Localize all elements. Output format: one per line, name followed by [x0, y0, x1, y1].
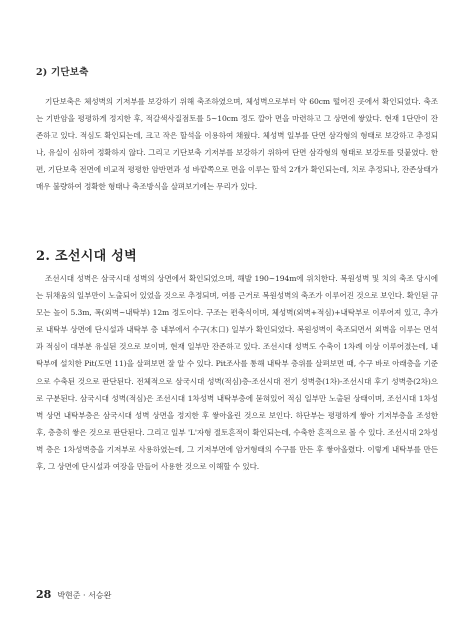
footer-authors: 박현준 · 서승완: [57, 591, 112, 600]
page-footer: [36, 588, 111, 601]
page-number: 28: [36, 588, 52, 601]
section-heading: 2. 조선시대 성벽: [36, 249, 137, 264]
subsection-paragraph: 기단보축은 체성벽의 기저부를 보강하기 위해 축조하였으며, 체성벽으로부터 약 60cm 떨어진 곳에서 확인되었다. 축조는 기반암을 평평하게 정지한 후, 적갈색사질점토를 5~10cm 정도 깔아 면을 마련하고 그 상면에 쌓았다. 현재 1단만이 잔존하고 있다. 적심도 확인되는데, 크고 작은 할석을 이용하여 채웠다. 체성벽 일부를 단면 삼각형의 형태로 보강하고 추정되나, 유실이 심하여 정확하지 않다. 그리고 기단보축 기저부를 보강하기 위하여 단면 삼각형의 형태로 보강토를 덧붙였다. 한편, 기단보축 전면에 비교적 평평한 암반면과 성 바깥쪽으로 면을 이루는 할석 2개가 확인되는데, 치로 추정되나, 잔존상태가 매우 불량하여 정확한 형태나 축조방식을 살펴보기에는 무리가 있다.: [36, 97, 438, 192]
subsection-heading: 2) 기단보축: [36, 67, 89, 78]
section-paragraph: 조선시대 성벽은 삼국시대 성벽의 상면에서 확인되었으며, 해발 190~194m에 위치한다. 복원성벽 및 치의 축조 당시에는 뒤채움의 일부만이 노출되어 있었을 것으로 추정되며, 여름 근거로 복원성벽의 축조가 이루어진 것으로 보인다. 확인된 규모는 높이 5.3m, 폭(외벽~내탁부) 12m 정도이다. 구조는 편축식이며, 체성벽(외벽+적심)+내탁부로 이루어져 있고, 추가로 내탁부 상면에 단시설과 내탁부 층 내부에서 수구(木口) 일부가 확인되었다. 복원성벽이 축조되면서 외벽을 이루는 면석과 적심이 대부분 유실된 것으로 보이며, 현재 일부만 잔존하고 있다. 조선시대 성벽도 수축이 1차례 이상 이루어졌는데, 내탁부에 설치한 Pit(도면 11)을 살펴보면 잘 알 수 있다. Pit조사를 통해 내탁부 층위를 살펴보면 때, 수구 바로 아래층을 기준으로 수축된 것으로 판단된다. 전체적으로 삼국시대 성벽(적심)층-조선시대 전기 성벽층(1차)-조선시대 후기 성벽층(2차)으로 구분된다. 삼국시대 성벽(적심)은 조선시대 1차성벽 내탁부층에 묻혀있어 적심 일부만 노출된 상태이며, 조선시대 1차성벽 상면 내탁부층은 삼국시대 성벽 상면을 정지한 후 쌓아올린 것으로 보인다. 하단부는 평평하게 쌓아 기저부층을 조성한 후, 층층히 쌓은 것으로 판단된다. 그리고 일부 'L'자형 절토흔적이 확인되는데, 수축한 흔적으로 볼 수 있다. 조선시대 2차성벽 층은 1차성벽층을 기저부로 사용하였는데, 그 기저부면에 암거형태의 수구를 만든 후 쌓아올렸다. 이렇게 내탁부를 만든 후, 그 상면에 단시설과 여장을 만들어 사용한 것으로 이해할 수 있다.: [36, 274, 438, 472]
